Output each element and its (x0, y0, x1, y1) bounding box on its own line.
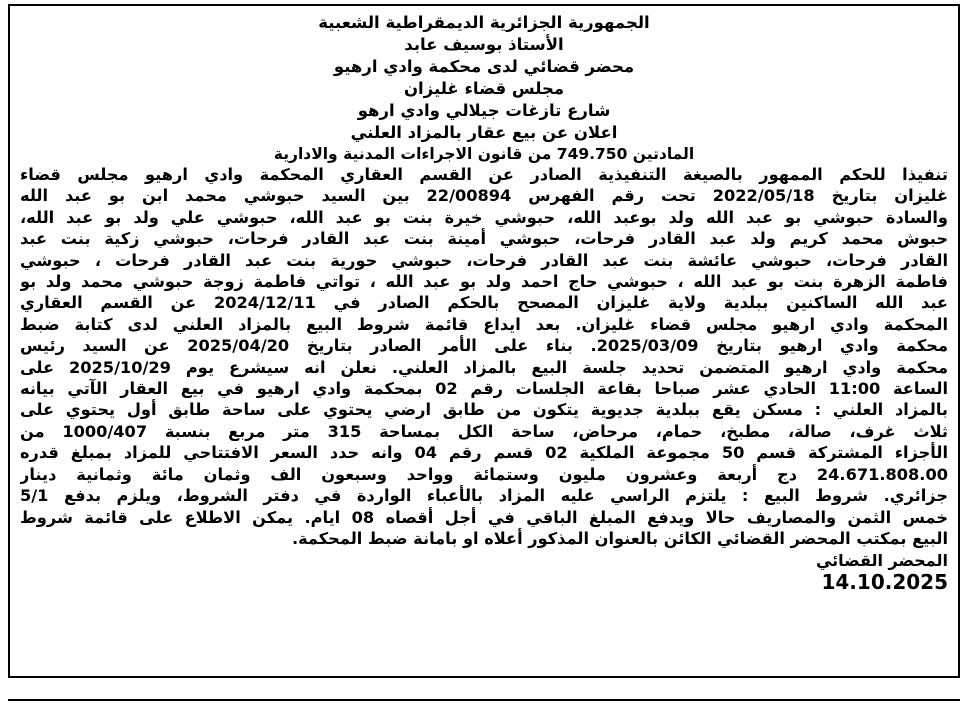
header-country: الجمهورية الجزائرية الديمقراطية الشعبية (318, 13, 650, 32)
header-bailiff-name: الأستاذ بوسيف عابد (404, 35, 564, 54)
legal-reference: المادتين 749.750 من قانون الاجراءات المدنية والادارية (273, 145, 695, 163)
body-line: الأجزاء المشتركة قسم 50 مجموعة الملكية 02 قسم رقم 04 وانه حدد السعر الافتتاحي للمزاد بمبلغ قدره (20, 443, 948, 463)
signature-date: 14.10.2025 (821, 570, 948, 595)
signature-title: المحضر القضائي (815, 551, 948, 571)
body-line: تنفيذا للحكم الممهور بالصيغة التنفيذية الصادر عن القسم العقاري المحكمة وادي ارهيو مجلس قضاء (20, 165, 948, 184)
body-line: الساعة 11:00 الحادي عشر صباحا بقاعة الجلسات رقم 02 بمحكمة وادي ارهيو في بيع العقار الآتي بيانه (20, 379, 948, 399)
body-line: القادر فرحات، حبوشي عائشة بنت عبد القادر فرحات، حبوشي حورية بنت عبد القادر فرحات ، حبوشي (20, 250, 948, 270)
notice-header (20, 12, 948, 164)
body-line: محكمة وادي ارهيو المتضمن تحديد جلسة البيع بالمزاد العلني. نعلن انه سيشرع يوم 2025/10/29 على (20, 357, 948, 377)
body-line: فاطمة الزهرة بنت بو عبد الله ، حبوشي حاج احمد ولد بو عبد الله ، تواتي فاطمة زوجة حبوشي محمد ولد بو (20, 272, 948, 292)
body-line: محكمة وادي ارهيو بتاريخ 2025/03/09. بناء على الأمر الصادر بتاريخ 2025/04/20 عن السيد رئيس (20, 336, 948, 356)
notice-frame (8, 4, 960, 678)
header-council: مجلس قضاء غليزان (403, 79, 565, 98)
body-line: 24.671.808.00 دج أربعة وعشرون مليون وستمائة وواحد وسبعون الف وثمان مائة وثمانية دينار (20, 464, 948, 484)
body-line: غليزان بتاريخ 2022/05/18 تحت رقم الفهرس 22/00894 بين السيد حبوشي محمد ابن بو عبد الله (20, 186, 948, 206)
body-line: عبد الله الساكنين ببلدية ولاية غليزان المصحح بالحكم الصادر في 2024/12/11 عن القسم العقاري (20, 293, 948, 313)
body-line: جزائري. شروط البيع : يلتزم الراسي عليه المزاد بالأعباء الواردة في دفتر الشروط، ويلزم بدفع 5/1 (20, 486, 948, 506)
body-line: البيع بمكتب المحضر القضائي الكائن بالعنوان المذكور أعلاه او بامانة ضبط المحكمة. (291, 528, 948, 548)
notice-title: اعلان عن بيع عقار بالمزاد العلني (350, 123, 618, 142)
bottom-divider (8, 699, 960, 701)
body-line: حبوش محمد كريم ولد عبد القادر فرحات، حبوشي أمينة بنت عبد القادر فرحات، حبوشي زكية بنت عبد (20, 229, 948, 249)
body-line: خمس الثمن والمصاريف حالا ويدفع المبلغ الباقي في أجل أقصاه 08 ايام. يمكن الاطلاع على قائمة شروط (20, 507, 948, 527)
notice-body (20, 164, 948, 549)
body-line: بالمزاد العلني : مسكن يقع ببلدية جديوية يتكون من طابق ارضي يحتوي على ساحة طابق أول يحتوي على (20, 400, 948, 420)
body-line: المحكمة وادي ارهيو مجلس قضاء غليزان. بعد ايداع قائمة شروط البيع بالمزاد العلني لدى كتابة ضبط (20, 314, 948, 334)
body-line: ثلاث غرف، صالة، مطبخ، حمام، مرحاض، ساحة الكل بمساحة 315 متر مربع بنسبة 1000/407 من (20, 421, 948, 441)
body-line: والسادة حبوشي بو عبد الله ولد بوعبد الله، حبوشي خيرة بنت بو عبد الله، حبوشي علي ولد بو عبد الله، (20, 207, 948, 227)
header-address: شارع تازغات جيلالي وادي ارهو (357, 101, 611, 120)
header-bailiff-court: محضر قضائي لدى محكمة وادي ارهيو (333, 57, 635, 76)
